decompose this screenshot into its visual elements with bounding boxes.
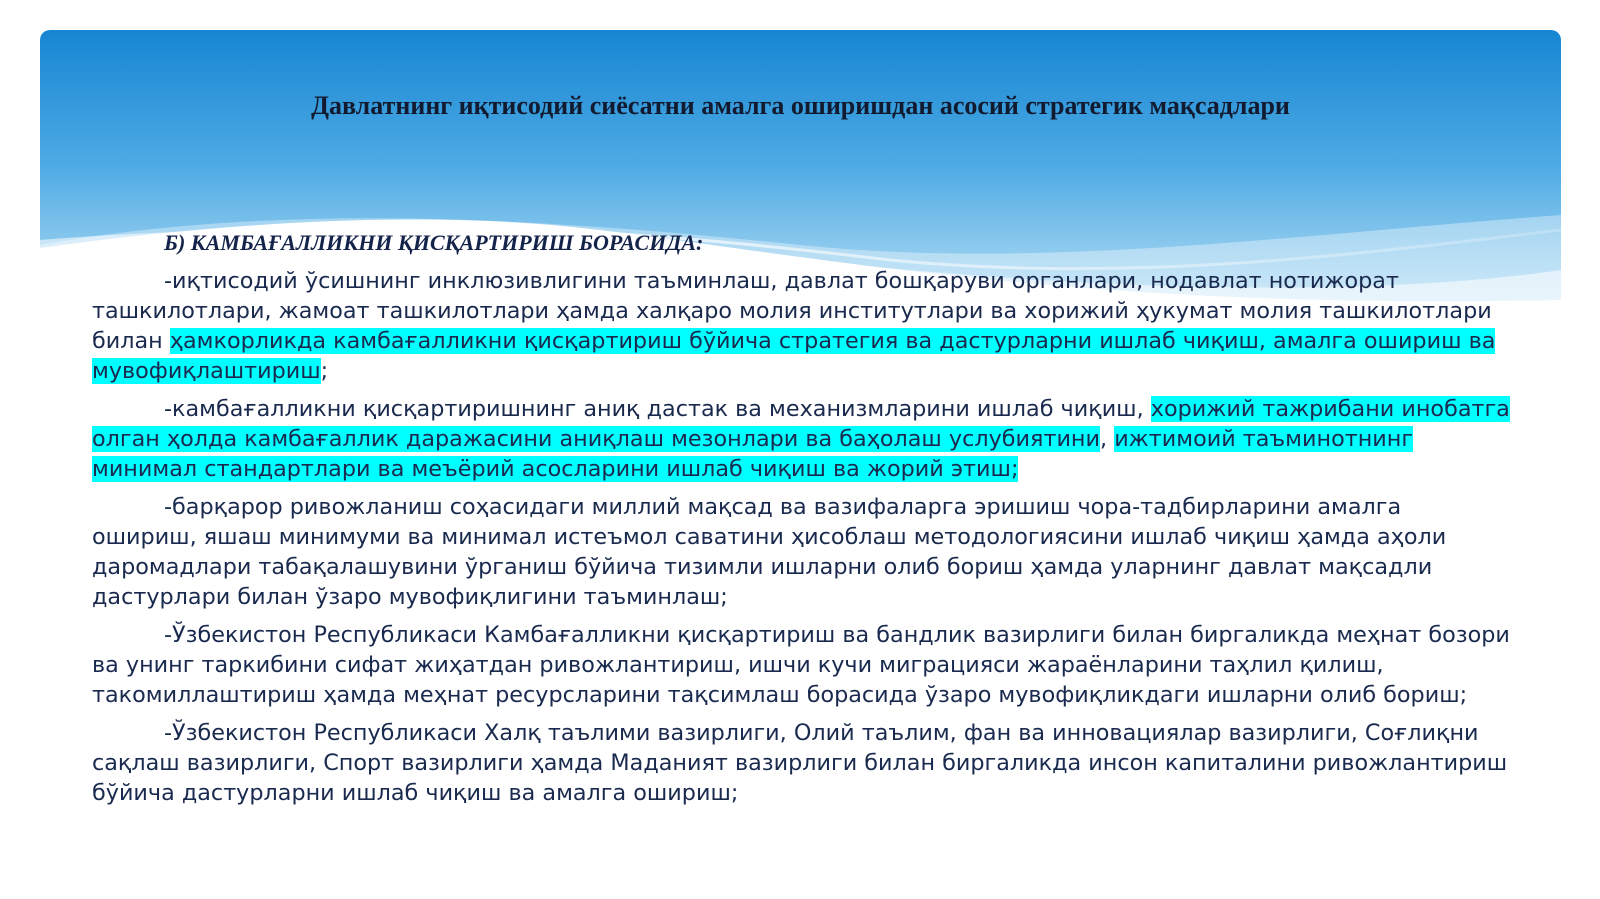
paragraph-4 [92, 620, 1512, 710]
section-heading: Б) КАМБАҒАЛЛИКНИ ҚИСҚАРТИРИШ БОРАСИДА: [164, 230, 704, 255]
paragraph-text: -камбағалликни қисқартиришнинг аниқ дастак ва механизмларини ишлаб чиқиш, [164, 396, 1151, 422]
paragraph-text: -барқарор ривожланиш соҳасидаги миллий мақсад ва вазифаларга эришиш чора-тадбирларини амалга ошириш, яшаш минимуми ва минимал истеъмол саватини ҳисоблаш методологиясини ишлаб чиқиш ҳамда аҳоли даромадлари табақалашувини ўрганиш бўйича тизимли ишларни олиб бориш ҳамда уларнинг давлат мақсадли дастурлари билан ўзаро мувофиқлигини таъминлаш; [92, 494, 1447, 610]
slide-content [92, 228, 1512, 816]
slide-title: Давлатнинг иқтисодий сиёсатни амалга оширишдан асосий стратегик мақсадлари [311, 91, 1290, 120]
highlighted-text: ҳамкорликда камбағалликни қисқартириш бўйича стратегия ва дастурларни ишлаб чиқиш, амалга ошириш ва мувофиқлаштириш [92, 328, 1496, 384]
paragraph-text: , [1100, 426, 1115, 452]
paragraph-2 [92, 394, 1512, 484]
paragraph-5 [92, 718, 1512, 808]
paragraph-1 [92, 266, 1512, 386]
paragraph-text: ; [320, 358, 329, 384]
highlighted-text: хорижий тажрибани инобатга олган ҳолда камбағаллик даражасини аниқлаш мезонлари ва баҳолаш услубиятини [92, 396, 1510, 452]
highlighted-text: ижтимоий таъминотнинг минимал стандартлари ва меъёрий асосларини ишлаб чиқиш ва жорий этиш; [92, 426, 1414, 482]
paragraph-3 [92, 492, 1512, 612]
paragraph-text: -Ўзбекистон Республикаси Халқ таълими вазирлиги, Олий таълим, фан ва инновациялар вазирлиги, Соғлиқни сақлаш вазирлиги, Спорт вазирлиги ҳамда Маданият вазирлиги билан биргаликда инсон капиталини ривожлантириш бўйича дастурларни ишлаб чиқиш ва амалга ошириш; [92, 720, 1508, 806]
paragraph-text: -иқтисодий ўсишнинг инклюзивлигини таъминлаш, давлат бошқаруви органлари, нодавлат нотижорат ташкилотлари, жамоат ташкилотлари ҳамда халқаро молия институтлари ва хорижий ҳукумат молия ташкилотлари билан [92, 268, 1492, 354]
paragraph-text: -Ўзбекистон Республикаси Камбағалликни қисқартириш ва бандлик вазирлиги билан биргаликда меҳнат бозори ва унинг таркибини сифат жиҳатдан ривожлантириш, ишчи кучи миграцияси жараёнларини таҳлил қилиш, такомиллаштириш ҳамда меҳнат ресурсларини тақсимлаш борасида ўзаро мувофиқликдаги ишларни олиб бориш; [92, 622, 1510, 708]
